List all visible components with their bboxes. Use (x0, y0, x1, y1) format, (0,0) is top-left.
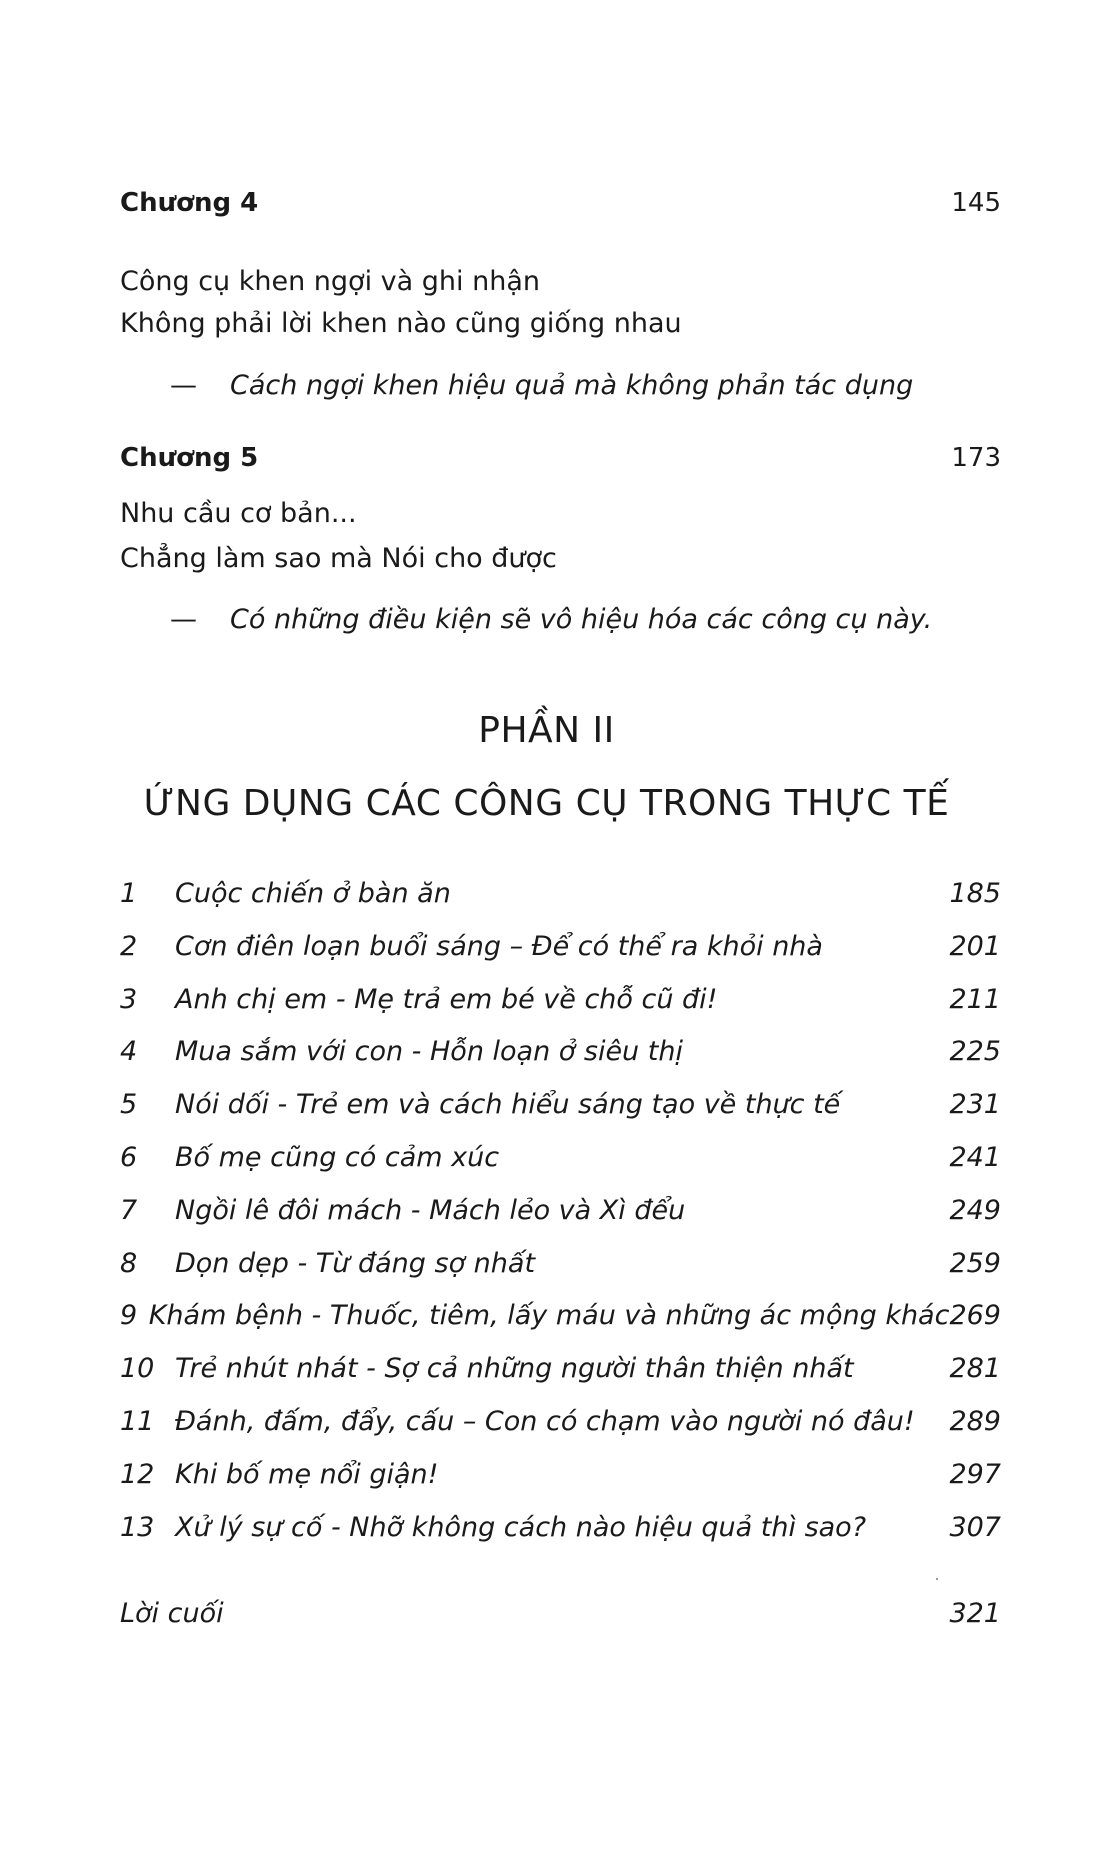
toc-row (120, 1195, 1001, 1226)
part-heading: PHẦN II (478, 710, 615, 751)
toc-row (120, 984, 1001, 1015)
chapter-5-page: 173 (951, 443, 1001, 473)
chapter-5-note-dash: — (170, 604, 197, 635)
chapter-4-note (170, 370, 913, 401)
toc-page: 231 (949, 1089, 1001, 1121)
chapter-4-title: Chương 4 (120, 188, 259, 218)
chapter-5-note-text: Có những điều kiện sẽ vô hiệu hóa các công cụ này. (230, 604, 933, 635)
toc-row (120, 1089, 1001, 1120)
toc-label: Xử lý sự cố - Nhỡ không cách nào hiệu quả thì sao? (175, 1511, 867, 1543)
toc-page: 259 (949, 1247, 1001, 1279)
toc-page: 201 (949, 930, 1001, 962)
toc-label: Đánh, đấm, đẩy, cấu – Con có chạm vào người nó đâu! (175, 1406, 915, 1437)
toc-label: Mua sắm với con - Hỗn loạn ở siêu thị (175, 1036, 683, 1068)
toc-row (120, 1142, 1001, 1173)
toc-page: 185 (949, 878, 1001, 909)
toc-page: 281 (949, 1353, 1001, 1385)
chapter-4-note-dash: — (170, 370, 197, 401)
chapter-5-line-1: Nhu cầu cơ bản... (120, 498, 357, 529)
toc-page: 297 (949, 1458, 1001, 1490)
chapter-4-note-text: Cách ngợi khen hiệu quả mà không phản tác dụng (230, 370, 914, 401)
toc-label: Trẻ nhút nhát - Sợ cả những người thân thiện nhất (175, 1353, 854, 1385)
toc-label: Cuộc chiến ở bàn ăn (175, 878, 451, 909)
chapter-4-page: 145 (951, 188, 1001, 218)
toc-row (120, 1512, 1001, 1543)
toc-number: 13 (120, 1511, 155, 1543)
scan-mark (936, 1578, 938, 1580)
toc-number: 6 (120, 1142, 138, 1173)
chapter-5-line-2: Chẳng làm sao mà Nói cho được (120, 543, 557, 574)
toc-label: Khi bố mẹ nổi giận! (175, 1458, 439, 1490)
part-subtitle: ỨNG DỤNG CÁC CÔNG CỤ TRONG THỰC TẾ (143, 783, 950, 824)
toc-label: Anh chị em - Mẹ trả em bé về chỗ cũ đi! (175, 983, 718, 1015)
toc-number: 7 (120, 1194, 138, 1226)
chapter-5-title: Chương 5 (120, 443, 259, 473)
toc-number: 4 (120, 1036, 138, 1068)
chapter-4-heading (120, 188, 1001, 218)
toc-number: 2 (120, 930, 138, 962)
epilogue-page: 321 (949, 1598, 1001, 1629)
toc-page: 241 (949, 1142, 1001, 1173)
toc-label: Ngồi lê đôi mách - Mách lẻo và Xì đểu (175, 1194, 686, 1226)
toc-label: Khám bệnh - Thuốc, tiêm, lấy máu và những ác mộng khác (148, 1300, 950, 1332)
toc-number: 8 (120, 1247, 138, 1279)
chapter-4-line-2: Không phải lời khen nào cũng giống nhau (120, 308, 682, 339)
toc-row (120, 1353, 1001, 1384)
toc-number: 1 (120, 878, 138, 909)
toc-page: 269 (949, 1300, 1001, 1332)
toc-page: 289 (949, 1406, 1001, 1437)
epilogue-row (120, 1598, 1001, 1629)
toc-page: 211 (949, 983, 1001, 1015)
toc-row (120, 1036, 1001, 1067)
toc-number: 12 (120, 1458, 155, 1490)
toc-label: Nói dối - Trẻ em và cách hiểu sáng tạo về thực tế (175, 1089, 841, 1121)
chapter-5-note (170, 604, 932, 635)
epilogue-label: Lời cuối (120, 1598, 224, 1629)
toc-row (120, 931, 1001, 962)
chapter-5-heading (120, 443, 1001, 473)
toc-number: 11 (120, 1406, 155, 1437)
toc-row (120, 1406, 1001, 1437)
toc-page: 307 (949, 1511, 1001, 1543)
toc-label: Cơn điên loạn buổi sáng – Để có thể ra khỏi nhà (175, 930, 823, 962)
toc-label: Bố mẹ cũng có cảm xúc (175, 1142, 500, 1173)
toc-number: 5 (120, 1089, 138, 1121)
toc-number: 9 (120, 1300, 138, 1332)
toc-row (120, 1248, 1001, 1279)
toc-row (120, 878, 1001, 909)
toc-number: 10 (120, 1353, 155, 1385)
chapter-4-line-1: Công cụ khen ngợi và ghi nhận (120, 266, 540, 297)
toc-row (120, 1300, 1001, 1331)
toc-page: 225 (949, 1036, 1001, 1068)
toc-row (120, 1459, 1001, 1490)
toc-page: 249 (949, 1194, 1001, 1226)
toc-label: Dọn dẹp - Từ đáng sợ nhất (175, 1247, 536, 1279)
toc-number: 3 (120, 983, 138, 1015)
